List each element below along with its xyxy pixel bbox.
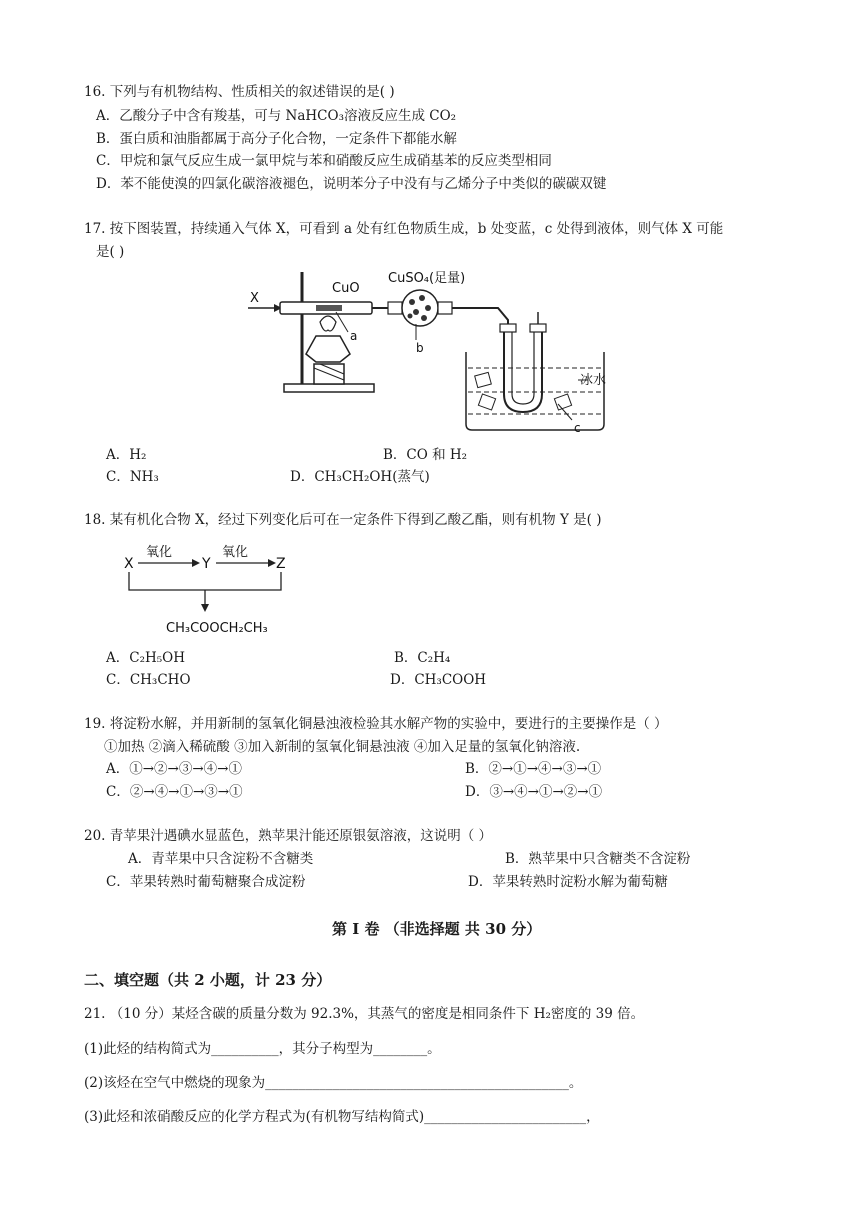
q19-option-b: B．②→①→④→③→① [465,761,602,777]
label-x: X [250,291,259,306]
cuo-sample [316,305,342,311]
q18-stem: 18. 某有机化合物 X，经过下列变化后可在一定条件下得到乙酸乙酯，则有机物 Y 是( ) [84,512,602,528]
stand-base [284,384,374,392]
label-cuo: CuO [332,281,360,296]
label-c: c [574,421,581,435]
q20-option-c: C．苹果转熟时葡萄糖聚合成淀粉 [106,874,306,890]
label-b: b [416,341,424,355]
q17-apparatus-diagram [240,262,620,438]
q20-stem: 20. 青苹果汁遇碘水显蓝色，熟苹果汁能还原银氨溶液，这说明（ ） [84,828,493,844]
scheme-product: CH₃COOCH₂CH₃ [166,621,268,636]
q21-part3: (3)此烃和浓硝酸反应的化学方程式为(有机物写结构简式)________________________， [84,1109,600,1125]
u-tube [504,330,542,412]
scheme-x: X [124,556,134,572]
label-cuso4: CuSO₄(足量) [388,271,466,286]
label-a: a [350,329,358,343]
ice-water-beaker [466,352,607,430]
scheme-z: Z [276,556,286,572]
q18-option-b: B．C₂H₄ [394,650,451,666]
flame-icon [320,316,336,331]
q20-option-b: B．熟苹果中只含糖类不含淀粉 [505,851,691,867]
q19-stem: 19. 将淀粉水解，并用新制的氢氧化铜悬浊液检验其水解产物的实验中，要进行的主要操作是（ ） [84,716,668,732]
part2-title: 第 I 卷 （非选择题 共 30 分） [332,920,542,938]
q16-option-d: D．苯不能使溴的四氯化碳溶液褪色，说明苯分子中没有与乙烯分子中类似的碳碳双键 [96,176,607,192]
q16-option-b: B．蛋白质和油脂都属于高分子化合物，一定条件下都能水解 [96,131,457,147]
burner-body [306,336,350,362]
q16-option-a: A．乙酸分子中含有羧基，可与 NaHCO₃溶液反应生成 CO₂ [96,108,457,124]
scheme-y: Y [202,556,211,572]
q17-option-a: A．H₂ [106,447,147,463]
section2-title: 二、填空题（共 2 小题，计 23 分） [84,971,332,989]
label-ice-water: 冰水 [580,373,607,388]
q21-part2: (2)该烃在空气中燃烧的现象为_____________________________________________。 [84,1075,583,1091]
cuso4-bulb [402,290,438,326]
q16-stem: 16. 下列与有机物结构、性质相关的叙述错误的是( ) [84,84,395,100]
scheme-arrow2-label: 氧化 [222,545,249,560]
q18-option-c: C．CH₃CHO [106,672,191,688]
q19-option-a: A．①→②→③→④→① [106,761,242,777]
q18-option-a: A．C₂H₅OH [106,650,186,666]
q16-option-c: C．甲烷和氯气反应生成一氯甲烷与苯和硝酸反应生成硝基苯的反应类型相同 [96,153,552,169]
q17-stem-line2: 是( ) [96,244,125,260]
q18-option-d: D．CH₃COOH [390,672,487,688]
q18-reaction-scheme [118,538,298,638]
q20-option-a: A．青苹果中只含淀粉不含糖类 [128,851,314,867]
q17-stem-line1: 17. 按下图装置，持续通入气体 X，可看到 a 处有红色物质生成，b 处变蓝，c 处得到液体，则气体 X 可能 [84,221,724,237]
q19-operations: ①加热 ②滴入稀硫酸 ③加入新制的氢氧化铜悬浊液 ④加入足量的氢氧化钠溶液. [104,739,581,755]
q19-option-d: D．③→④→①→②→① [465,784,603,800]
q17-option-b: B．CO 和 H₂ [383,447,468,463]
q21-part1: (1)此烃的结构简式为__________，其分子构型为________。 [84,1041,441,1057]
q19-option-c: C．②→④→①→③→① [106,784,243,800]
q17-option-c: C．NH₃ [106,469,159,485]
q21-stem: 21. （10 分）某烃含碳的质量分数为 92.3%，其蒸气的密度是相同条件下 H₂密度的 39 倍。 [84,1006,645,1022]
scheme-arrow1-label: 氧化 [146,545,173,560]
q20-option-d: D．苹果转熟时淀粉水解为葡萄糖 [468,874,668,890]
q17-option-d: D．CH₃CH₂OH(蒸气) [290,469,430,485]
